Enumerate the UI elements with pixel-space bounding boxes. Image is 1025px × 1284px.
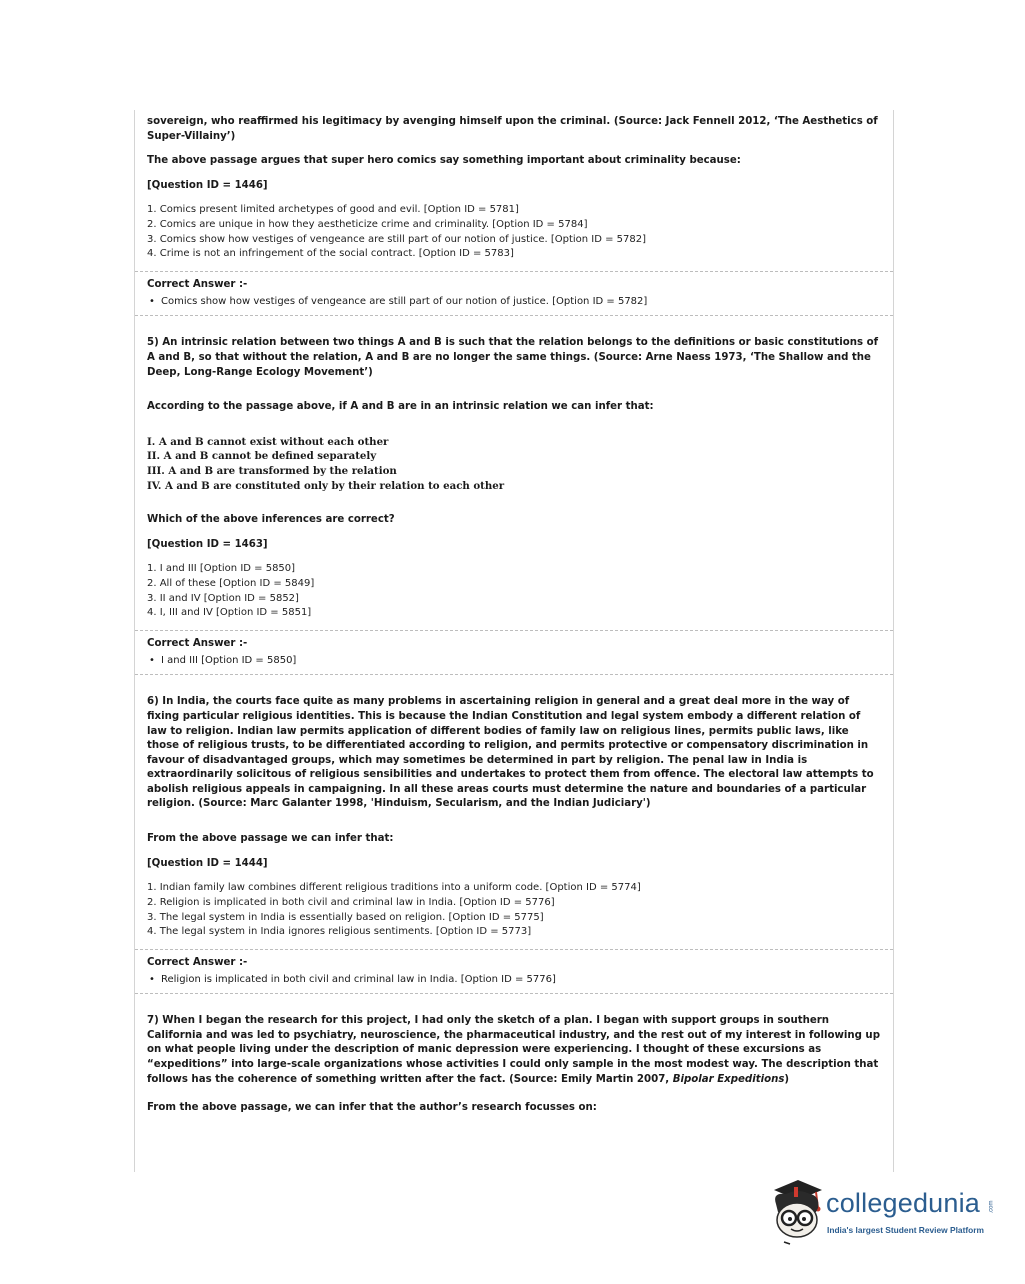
q7-question: From the above passage, we can infer that the author’s research focusses on: [147,1102,597,1114]
q5-options [147,562,881,621]
q4-answer [147,295,881,310]
logo-tagline: India's largest Student Review Platform [827,1225,984,1235]
q5-statement: IV. A and B are constituted only by their relation to each other [147,479,505,492]
collegedunia-logo [768,1178,998,1248]
q5-statement: I. A and B cannot exist without each other [147,435,389,448]
q7-passage [147,1014,881,1087]
q5-answer [147,654,881,669]
bullet-icon: • [149,973,155,985]
q7-passage-end: ) [784,1073,790,1085]
q5-sub-question: Which of the above inferences are correct? [147,514,395,526]
q7-passage-italic: Bipolar Expeditions [672,1073,785,1085]
bullet-icon: • [149,654,155,666]
q5-option: 4. I, III and IV [Option ID = 5851] [147,607,312,619]
q4-answer-text: Comics show how vestiges of vengeance are still part of our notion of justice. [Option ID = 5782] [161,295,648,307]
logo-wordmark: collegedunia [826,1188,981,1218]
question-paper-page [134,110,894,1172]
q6-passage: 6) In India, the courts face quite as many problems in ascertaining religion in general and a great deal more in the way of fixing particular religious identities. This is because the Indian Constitution and legal system embody a different relation of law to religion. Indian law permits application of different bodies of family law on religious lines, permits public laws, like those of religious trusts, to be differentiated according to religion, and permits protective or compensatory discrimination in favour of disadvantaged groups, which may sometimes be determined in part by religion. The penal law in India is extraordinarily solicitous of religious sensibilities and undertakes to protect them from offence. The electoral law attempts to abolish religious appeals in campaigning. In all these areas courts must determine the nature and boundaries of a particular religion. (Source: Marc Galanter 1998, 'Hinduism, Secularism, and the Indian Judiciary') [147,696,874,810]
q5-question: According to the passage above, if A and B are in an intrinsic relation we can infer that: [147,401,654,413]
q6-option: 2. Religion is implicated in both civil and criminal law in India. [Option ID = 5776] [147,896,555,908]
q5-answer-label: Correct Answer :- [147,638,248,650]
bullet-icon: • [149,295,155,307]
q6-answer [147,973,881,988]
logo-tld: .com [988,1200,995,1214]
q5-answer-text: I and III [Option ID = 5850] [161,654,297,666]
q5-option: 1. I and III [Option ID = 5850] [147,563,296,575]
q4-question: The above passage argues that super hero comics say something important about criminality because: [147,155,741,167]
q5-statements [147,435,881,493]
q6-answer-label: Correct Answer :- [147,957,248,969]
q4-options [147,203,881,262]
q4-option: 1. Comics present limited archetypes of good and evil. [Option ID = 5781] [147,204,519,216]
q6-question-id: [Question ID = 1444] [147,857,268,869]
q5-passage: 5) An intrinsic relation between two things A and B is such that the relation belongs to the definitions or basic constitutions of A and B, so that without the relation, A and B are no longer the same things. (Source: Arne Naess 1973, ‘The Shallow and the Deep, Long-Range Ecology Movement’) [147,337,879,378]
q4-option: 3. Comics show how vestiges of vengeance are still part of our notion of justice. [Option ID = 5782] [147,233,647,245]
q5-option: 2. All of these [Option ID = 5849] [147,578,315,590]
q5-option: 3. II and IV [Option ID = 5852] [147,592,299,604]
q6-question: From the above passage we can infer that: [147,833,394,845]
q4-question-id: [Question ID = 1446] [147,179,268,191]
q4-option: 2. Comics are unique in how they aestheticize crime and criminality. [Option ID = 5784] [147,219,588,231]
mascot-icon [768,1178,828,1248]
q6-option: 1. Indian family law combines different religious traditions into a uniform code. [Option ID = 5774] [147,882,641,894]
q6-option: 3. The legal system in India is essentially based on religion. [Option ID = 5775] [147,911,544,923]
q4-passage-tail: sovereign, who reaffirmed his legitimacy by avenging himself upon the criminal. (Source: Jack Fennell 2012, ‘The Aesthetics of Super-Villainy’) [147,116,878,142]
q4-answer-label: Correct Answer :- [147,279,248,291]
q5-statement: II. A and B cannot be defined separately [147,450,377,463]
q6-option: 4. The legal system in India ignores religious sentiments. [Option ID = 5773] [147,926,532,938]
q6-options [147,881,881,940]
q5-statement: III. A and B are transformed by the relation [147,464,397,477]
q5-question-id: [Question ID = 1463] [147,538,268,550]
q4-option: 4. Crime is not an infringement of the social contract. [Option ID = 5783] [147,248,514,260]
q7-passage-main: 7) When I began the research for this project, I had only the sketch of a plan. I began with support groups in southern California and was led to psychiatry, neuroscience, the pharmaceutical industry, and the rest out of my interest in following up on what people living under the description of manic depression were experiencing. I thought of these excursions as “expeditions” into large-scale organizations whose activities I could only sample in the most modest way. The description that follows has the coherence of something written after the fact. (Source: Emily Martin 2007, [147,1015,880,1085]
q6-answer-text: Religion is implicated in both civil and criminal law in India. [Option ID = 5776] [161,973,556,985]
